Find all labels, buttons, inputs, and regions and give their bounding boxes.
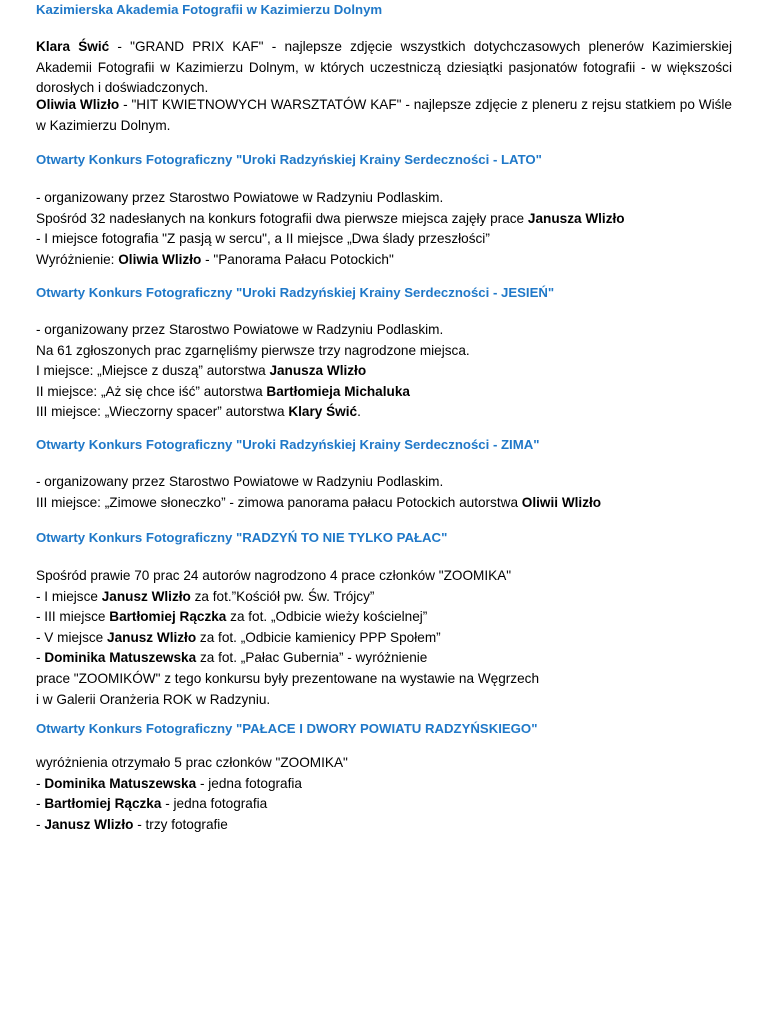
section-body-radzyn bbox=[36, 566, 539, 710]
text-line: - Dominika Matuszewska za fot. „Pałac Gubernia” - wyróżnienie bbox=[36, 650, 428, 666]
author-name: Klara Świć bbox=[36, 39, 110, 54]
text-line: - organizowany przez Starostwo Powiatowe w Radzyniu Podlaskim. bbox=[36, 322, 444, 337]
section-body-lato bbox=[36, 188, 625, 270]
text-line: wyróżnienia otrzymało 5 prac członków "ZOOMIKA" bbox=[36, 755, 348, 770]
section-heading-radzyn: Otwarty Konkurs Fotograficzny "RADZYŃ TO NIE TYLKO PAŁAC" bbox=[36, 530, 448, 545]
text-line: III miejsce: „Zimowe słoneczko” - zimowa panorama pałacu Potockich autorstwa Oliwii Wlizło bbox=[36, 494, 602, 510]
text-line: - III miejsce Bartłomiej Rączka za fot. „Odbicie wieży kościelnej” bbox=[36, 609, 428, 625]
section-heading-palace: Otwarty Konkurs Fotograficzny "PAŁACE I DWORY POWIATU RADZYŃSKIEGO" bbox=[36, 721, 538, 736]
text-line: Spośród 32 nadesłanych na konkurs fotografii dwa pierwsze miejsca zajęły prace Janusza Wlizło bbox=[36, 210, 625, 226]
text-line: i w Galerii Oranżeria ROK w Radzyniu. bbox=[36, 691, 271, 707]
text-line: prace "ZOOMIKÓW" z tego konkursu były prezentowane na wystawie na Węgrzech bbox=[36, 670, 540, 686]
text-line: - V miejsce Janusz Wlizło za fot. „Odbicie kamienicy PPP Społem” bbox=[36, 629, 441, 645]
text-line: - organizowany przez Starostwo Powiatowe w Radzyniu Podlaskim. bbox=[36, 190, 444, 205]
text-line: Wyróżnienie: Oliwia Wlizło - "Panorama Pałacu Potockich" bbox=[36, 251, 394, 267]
author-name: Oliwia Wlizło bbox=[36, 97, 120, 112]
section-body-jesien bbox=[36, 320, 470, 423]
text-line: II miejsce: „Aż się chce iść” autorstwa Bartłomieja Michaluka bbox=[36, 383, 410, 399]
text-line: - I miejsce fotografia "Z pasją w sercu", a II miejsce „Dwa ślady przeszłości” bbox=[36, 231, 490, 247]
text-line: I miejsce: „Miejsce z duszą” autorstwa Janusza Wlizło bbox=[36, 363, 367, 379]
section-heading-lato: Otwarty Konkurs Fotograficzny "Uroki Radzyńskiej Krainy Serdeczności - LATO" bbox=[36, 152, 542, 167]
text-line: Spośród prawie 70 prac 24 autorów nagrodzono 4 prace członków "ZOOMIKA" bbox=[36, 568, 512, 583]
paragraph-klara-swic bbox=[36, 37, 732, 99]
section-heading-kaf: Kazimierska Akademia Fotografii w Kazimierzu Dolnym bbox=[36, 2, 383, 17]
text-line: Na 61 zgłoszonych prac zgarnęliśmy pierwsze trzy nagrodzone miejsca. bbox=[36, 342, 470, 358]
text-line: - Janusz Wlizło - trzy fotografie bbox=[36, 816, 228, 832]
text-line: - Dominika Matuszewska - jedna fotografia bbox=[36, 775, 302, 791]
paragraph-text: - "HIT KWIETNOWYCH WARSZTATÓW KAF" - najlepsze zdjęcie z pleneru z rejsu statkiem po Wiśle w Kazimierzu Dolnym. bbox=[36, 97, 732, 133]
text-line: III miejsce: „Wieczorny spacer” autorstwa Klary Świć. bbox=[36, 404, 361, 420]
text-line: - Bartłomiej Rączka - jedna fotografia bbox=[36, 796, 268, 812]
section-body-zima bbox=[36, 472, 601, 513]
section-body-palace bbox=[36, 753, 348, 835]
section-heading-zima: Otwarty Konkurs Fotograficzny "Uroki Radzyńskiej Krainy Serdeczności - ZIMA" bbox=[36, 437, 540, 452]
paragraph-oliwia-wlizlo bbox=[36, 95, 732, 136]
text-line: - organizowany przez Starostwo Powiatowe w Radzyniu Podlaskim. bbox=[36, 474, 444, 489]
text-line: - I miejsce Janusz Wlizło za fot.”Kościół pw. Św. Trójcy” bbox=[36, 588, 375, 604]
section-heading-jesien: Otwarty Konkurs Fotograficzny "Uroki Radzyńskiej Krainy Serdeczności - JESIEŃ" bbox=[36, 285, 555, 300]
paragraph-text: - "GRAND PRIX KAF" - najlepsze zdjęcie wszystkich dotychczasowych plenerów Kazimierskiej Akademii Fotografii w Kazimierzu Dolnym, w których uczestniczą dziesiątki pasjonatów fotografii - w większości dorosłych i doświadczonych. bbox=[36, 39, 732, 96]
